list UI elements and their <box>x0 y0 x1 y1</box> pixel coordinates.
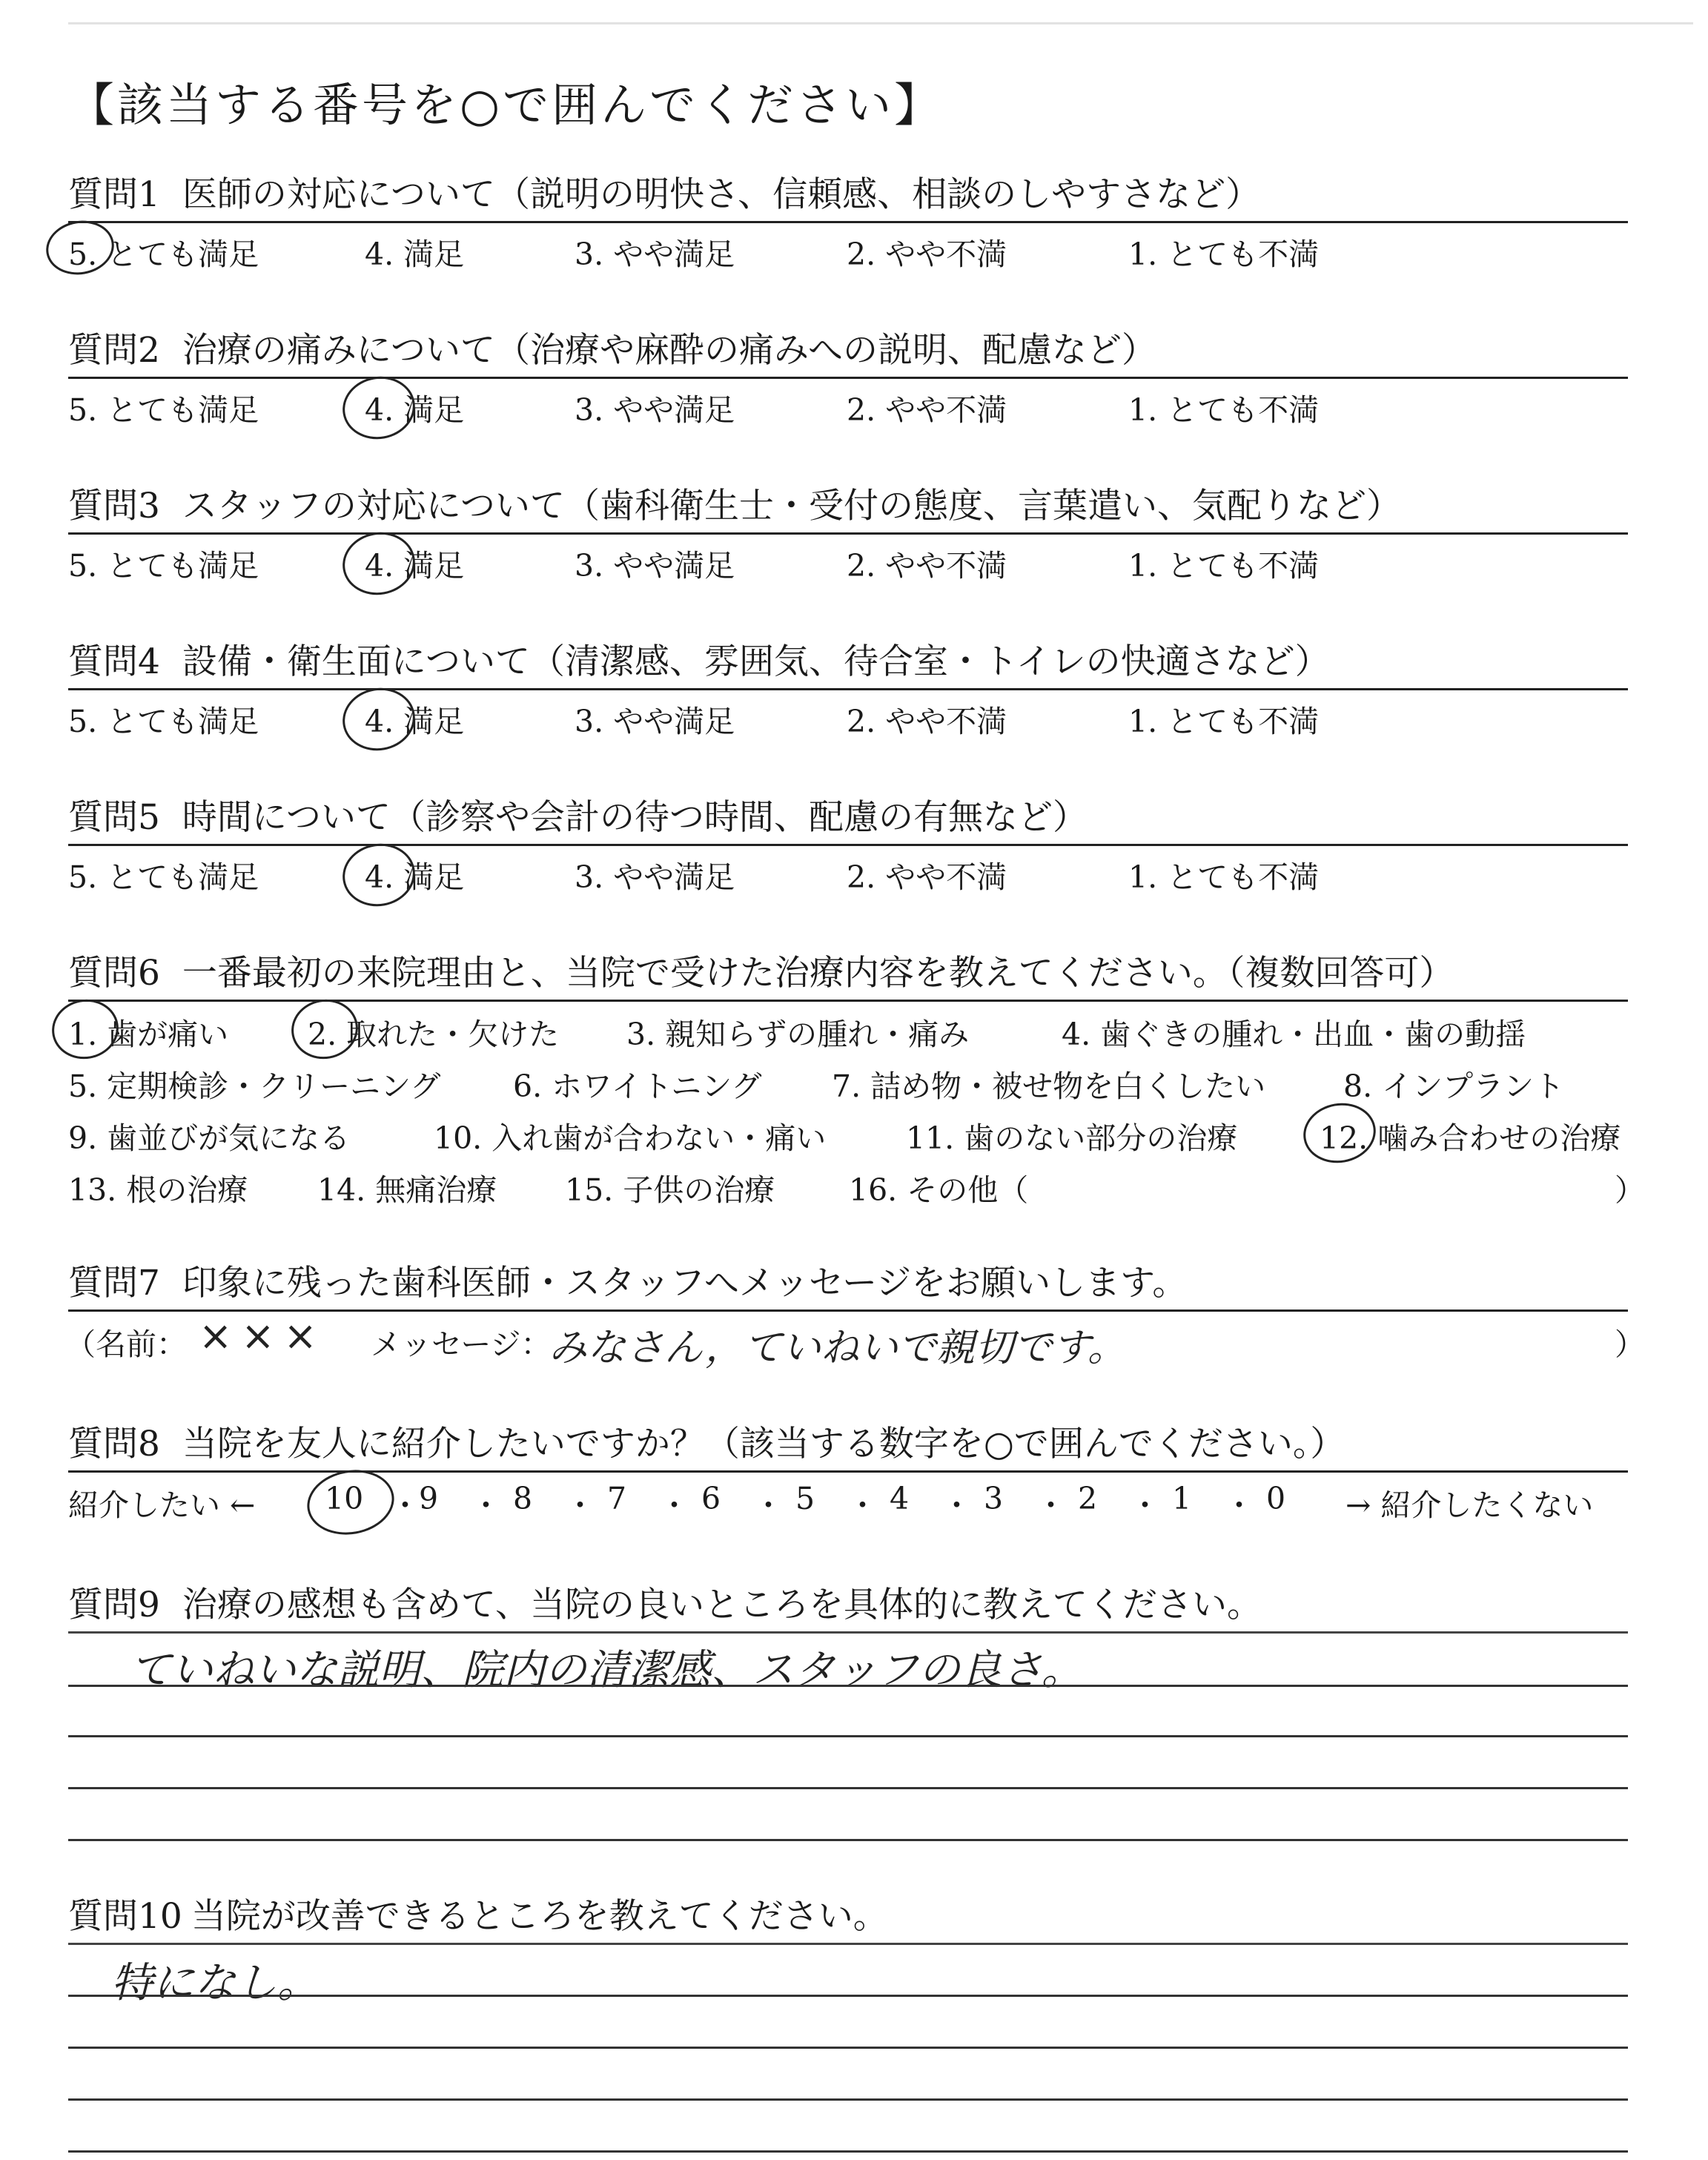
question-10-writing-line <box>68 2047 1628 2049</box>
scale-separator-dot: ・ <box>941 1487 972 1523</box>
scale-separator-dot: ・ <box>847 1487 878 1523</box>
recommend-score-option[interactable]: 2 <box>1078 1481 1098 1516</box>
question-1-title <box>68 167 1260 217</box>
page-top-edge <box>68 22 1693 24</box>
rating-option[interactable]: 3. やや満足 <box>575 392 735 428</box>
rating-option[interactable]: 4. 満足 <box>365 237 465 272</box>
question-9-writing-line <box>68 1839 1628 1841</box>
question-10-title <box>68 1889 888 1938</box>
other-close-paren: ） <box>1615 1172 1645 1208</box>
treatment-option[interactable]: 2. 取れた・欠けた <box>308 1017 560 1052</box>
recommend-score-option[interactable]: 0 <box>1266 1481 1286 1516</box>
question-7-rule <box>68 1309 1628 1312</box>
treatment-option[interactable]: 1. 歯が痛い <box>68 1017 229 1052</box>
question-8-number: 質問8 <box>68 1424 160 1464</box>
rating-option[interactable]: 2. やや不満 <box>847 392 1007 428</box>
message-label: メッセージ： <box>371 1327 552 1362</box>
question-3-options <box>68 541 1628 589</box>
question-10-answer-handwritten[interactable]: 特になし。 <box>111 1959 319 2007</box>
question-6-number: 質問6 <box>68 953 160 994</box>
question-7-number: 質問7 <box>68 1263 160 1304</box>
question-6-rule <box>68 1000 1628 1002</box>
question-9-text: 治療の感想も含めて、当院の良いところを具体的に教えてください。 <box>182 1585 1262 1625</box>
rating-option[interactable]: 1. とても不満 <box>1128 392 1320 428</box>
rating-option[interactable]: 5. とても満足 <box>68 548 259 584</box>
treatment-option[interactable]: 7. 詰め物・被せ物を白くしたい <box>832 1069 1266 1104</box>
recommend-score-option[interactable]: 5 <box>795 1481 815 1516</box>
recommend-score-option[interactable]: 9 <box>419 1481 439 1516</box>
treatment-option[interactable]: 9. 歯並びが気になる <box>68 1120 351 1156</box>
recommend-score-option[interactable]: 7 <box>607 1481 627 1516</box>
question-9-writing-line <box>68 1787 1628 1789</box>
recommend-score-option[interactable]: 1 <box>1172 1481 1192 1516</box>
rating-option[interactable]: 4. 満足 <box>365 548 465 584</box>
scale-separator-dot: ・ <box>471 1487 501 1523</box>
question-2-options <box>68 386 1628 433</box>
rating-option[interactable]: 2. やや不満 <box>847 859 1007 895</box>
treatment-option[interactable]: 5. 定期検診・クリーニング <box>68 1069 441 1104</box>
recommend-score-option[interactable]: 6 <box>701 1481 721 1516</box>
treatment-option[interactable]: 10. 入れ歯が合わない・痛い <box>434 1120 827 1156</box>
question-5-rule <box>68 844 1628 846</box>
rating-option[interactable]: 4. 満足 <box>365 704 465 739</box>
question-10-writing-line <box>68 2150 1628 2153</box>
question-10-rule <box>68 1943 1628 1945</box>
treatment-option[interactable]: 13. 根の治療 <box>68 1172 248 1208</box>
question-3-number: 質問3 <box>68 486 160 526</box>
rating-option[interactable]: 2. やや不満 <box>847 237 1007 272</box>
form-header: 【該当する番号を○で囲んでください】 <box>68 78 944 132</box>
rating-option[interactable]: 5. とても満足 <box>68 704 259 739</box>
question-3-rule <box>68 532 1628 535</box>
question-3-text: スタッフの対応について（歯科衛生士・受付の態度、言葉遣い、気配りなど） <box>182 486 1401 526</box>
recommend-left-label: 紹介したい ← <box>68 1487 256 1523</box>
rating-option[interactable]: 5. とても満足 <box>68 392 259 428</box>
question-10-writing-line <box>68 1995 1628 1997</box>
question-2-number: 質問2 <box>68 330 160 371</box>
treatment-option[interactable]: 14. 無痛治療 <box>317 1172 497 1208</box>
message-close-paren: ） <box>1615 1327 1645 1362</box>
question-4-number: 質問4 <box>68 641 160 682</box>
treatment-option[interactable]: 6. ホワイトニング <box>513 1069 762 1104</box>
scale-separator-dot: ・ <box>565 1487 595 1523</box>
question-1-rule <box>68 221 1628 223</box>
question-9-answer-handwritten[interactable]: ていねいな説明、院内の清潔感、スタッフの良さ。 <box>130 1646 1083 1694</box>
rating-option[interactable]: 3. やや満足 <box>575 237 735 272</box>
question-4-options <box>68 697 1628 744</box>
scale-separator-dot: ・ <box>1224 1487 1254 1523</box>
rating-option[interactable]: 1. とても不満 <box>1128 548 1320 584</box>
question-9-writing-line <box>68 1735 1628 1737</box>
question-7-text: 印象に残った歯科医師・スタッフへメッセージをお願いします。 <box>182 1263 1188 1304</box>
question-4-rule <box>68 688 1628 690</box>
question-2-title <box>68 323 1156 372</box>
question-3-title <box>68 478 1401 528</box>
recommend-score-option[interactable]: 8 <box>513 1481 533 1516</box>
name-value-handwritten[interactable]: ××× <box>199 1312 326 1359</box>
question-5-title <box>68 790 1088 839</box>
question-9-title <box>68 1577 1262 1627</box>
question-1-number: 質問1 <box>68 174 160 215</box>
question-6-text: 一番最初の来院理由と、当院で受けた治療内容を教えてください。（複数回答可） <box>182 953 1454 994</box>
question-5-text: 時間について（診察や会計の待つ時間、配慮の有無など） <box>182 797 1088 838</box>
question-9-number: 質問9 <box>68 1585 160 1625</box>
scale-separator-dot: ・ <box>1036 1487 1066 1523</box>
treatment-option[interactable]: 8. インプラント <box>1343 1069 1565 1104</box>
rating-option[interactable]: 4. 満足 <box>365 859 465 895</box>
rating-option[interactable]: 1. とても不満 <box>1128 704 1320 739</box>
question-8-rule <box>68 1470 1628 1473</box>
scale-separator-dot: ・ <box>390 1487 420 1523</box>
rating-option[interactable]: 4. 満足 <box>365 392 465 428</box>
rating-option[interactable]: 1. とても不満 <box>1128 859 1320 895</box>
rating-option[interactable]: 5. とても満足 <box>68 859 259 895</box>
question-1-text: 医師の対応について（説明の明快さ、信頼感、相談のしやすさなど） <box>182 174 1261 215</box>
question-8-text: 当院を友人に紹介したいですか？（該当する数字を○で囲んでください。） <box>182 1424 1345 1464</box>
recommend-score-option[interactable]: 3 <box>984 1481 1004 1516</box>
question-9-writing-line <box>68 1685 1628 1687</box>
scale-separator-dot: ・ <box>659 1487 689 1523</box>
question-4-text: 設備・衛生面について（清潔感、雰囲気、待合室・トイレの快適さなど） <box>182 641 1330 682</box>
question-10-writing-line <box>68 2098 1628 2101</box>
scale-separator-dot: ・ <box>753 1487 784 1523</box>
rating-option[interactable]: 3. やや満足 <box>575 548 735 584</box>
question-8-title <box>68 1416 1345 1466</box>
rating-option[interactable]: 5. とても満足 <box>68 237 259 272</box>
treatment-option[interactable]: 4. 歯ぐきの腫れ・出血・歯の動揺 <box>1062 1017 1526 1052</box>
question-10-number: 質問10 <box>68 1896 182 1937</box>
recommend-score-option[interactable]: 10 <box>325 1481 364 1516</box>
question-1-options <box>68 230 1628 277</box>
treatment-option[interactable]: 11. 歯のない部分の治療 <box>906 1120 1238 1156</box>
question-10-text: 当院が改善できるところを教えてください。 <box>191 1896 888 1937</box>
question-2-text: 治療の痛みについて（治療や麻酔の痛みへの説明、配慮など） <box>182 330 1157 371</box>
rating-option[interactable]: 3. やや満足 <box>575 859 735 895</box>
rating-option[interactable]: 2. やや不満 <box>847 548 1007 584</box>
treatment-option[interactable]: 12. 噛み合わせの治療 <box>1320 1120 1621 1156</box>
name-label: （名前： <box>65 1327 187 1362</box>
rating-option[interactable]: 1. とても不満 <box>1128 237 1320 272</box>
treatment-option[interactable]: 3. 親知らずの腫れ・痛み <box>626 1017 970 1052</box>
question-4-title <box>68 634 1330 684</box>
rating-option[interactable]: 3. やや満足 <box>575 704 735 739</box>
question-2-rule <box>68 377 1628 379</box>
question-5-options <box>68 853 1628 900</box>
rating-option[interactable]: 2. やや不満 <box>847 704 1007 739</box>
scale-separator-dot: ・ <box>1130 1487 1160 1523</box>
question-5-number: 質問5 <box>68 797 160 838</box>
treatment-option[interactable]: 15. 子供の治療 <box>565 1172 775 1208</box>
question-9-rule <box>68 1631 1628 1634</box>
treatment-option[interactable]: 16. その他（ <box>849 1172 1029 1208</box>
question-7-title <box>68 1255 1187 1305</box>
recommend-score-option[interactable]: 4 <box>890 1481 910 1516</box>
message-value-handwritten[interactable]: みなさん，ていねいで親切です。 <box>549 1326 1126 1370</box>
recommend-right-label: → 紹介したくない <box>1345 1487 1594 1523</box>
question-6-title <box>68 945 1454 995</box>
